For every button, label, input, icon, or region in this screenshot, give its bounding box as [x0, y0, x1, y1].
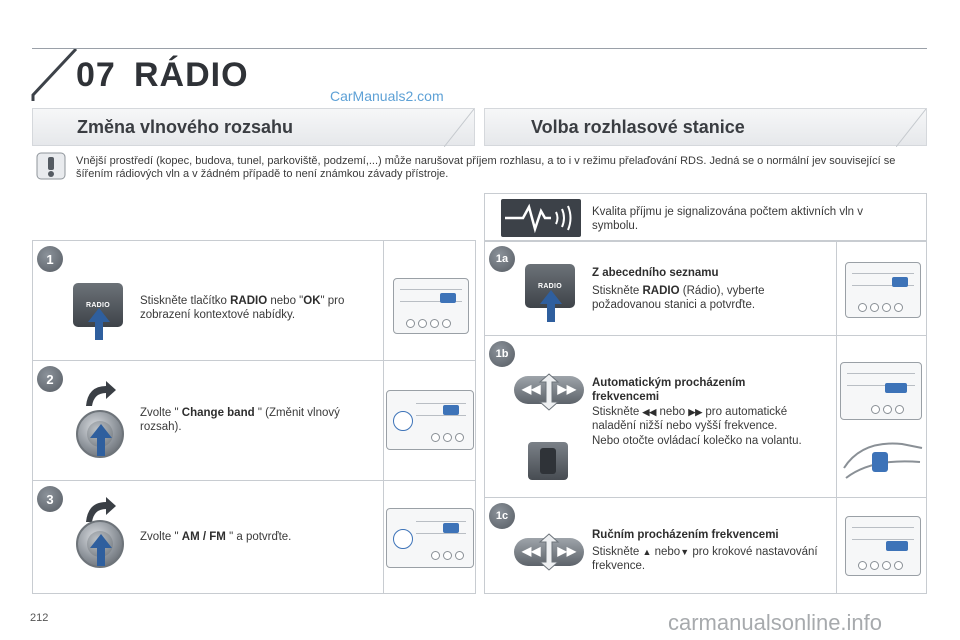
step-number-badge: 2	[37, 366, 63, 392]
press-arrow-icon	[538, 532, 560, 572]
highlight-marker	[440, 293, 456, 303]
highlight-marker	[892, 277, 908, 287]
chapter-title: RÁDIO	[134, 56, 249, 94]
step-number-badge: 1c	[489, 503, 515, 529]
header-corner-decoration	[31, 49, 81, 101]
divider	[484, 335, 927, 336]
highlight-marker	[886, 541, 908, 551]
dashboard-seek-illustration	[840, 362, 922, 420]
press-arrow-icon	[538, 288, 564, 324]
dashboard-knob-illustration	[386, 390, 474, 450]
watermark-footer: carmanualsonline.info	[668, 610, 883, 635]
steering-wheel-illustration	[842, 438, 924, 486]
step-2-text: Zvolte " Change band " (Změnit vlnový rozsah).	[140, 407, 340, 433]
highlight-marker	[443, 405, 459, 415]
right-section-header	[484, 108, 927, 146]
radio-button-icon: RADIO	[525, 264, 575, 308]
divider	[383, 240, 384, 594]
divider	[836, 241, 837, 594]
step-1a-text: Stiskněte RADIO (Rádio), vyberte požadovanou stanici a potvrďte.	[592, 285, 765, 311]
header-slant-decoration	[444, 109, 474, 147]
step-1b-text: Stiskněte ◀◀ nebo ▶▶ pro automatické naladění nižší nebo vyšší frekvence.	[592, 406, 788, 432]
step-1c-heading: Ručním procházením frekvencemi	[592, 529, 779, 541]
dashboard-radio-illustration	[393, 278, 469, 334]
step-number-badge: 1b	[489, 341, 515, 367]
page-number: 212	[30, 612, 49, 624]
step-3-text: Zvolte " AM / FM " a potvrďte.	[140, 531, 292, 543]
left-section-title: Změna vlnového rozsahu	[77, 117, 294, 137]
seek-buttons-icon: ◀◀ ▶▶	[514, 376, 584, 404]
step-number-badge: 1a	[489, 246, 515, 272]
chapter-number: 07	[76, 56, 116, 94]
steering-wheel-control-icon	[528, 442, 568, 480]
dashboard-knob-illustration	[386, 508, 474, 568]
step-1b-heading: Automatickým procházením frekvencemi	[592, 377, 746, 403]
divider	[484, 497, 927, 498]
signal-quality-text: Kvalita příjmu je signalizována počtem aktivních vln v symbolu.	[592, 206, 864, 232]
step-1a-heading: Z abecedního seznamu	[592, 267, 719, 279]
signal-quality-icon	[501, 199, 581, 237]
rotate-arrow-icon	[82, 380, 118, 410]
watermark-top: CarManuals2.com	[330, 88, 444, 104]
step-1c-text: Stiskněte ▲ nebo▼ pro krokové nastavování frekvence.	[592, 546, 818, 572]
divider	[32, 480, 476, 481]
warning-icon	[36, 152, 66, 180]
step-number-badge: 3	[37, 486, 63, 512]
highlight-marker	[885, 383, 907, 393]
step-1b-text-alt: Nebo otočte ovládací kolečko na volantu.	[592, 435, 802, 447]
right-section-title: Volba rozhlasové stanice	[531, 117, 745, 137]
radio-button-icon: RADIO	[73, 283, 123, 327]
highlight-marker	[443, 523, 459, 533]
dashboard-radio-illustration	[845, 262, 921, 318]
press-arrow-icon	[86, 306, 112, 342]
press-arrow-icon	[88, 422, 114, 458]
header-slant-decoration	[896, 109, 926, 147]
dashboard-seek-illustration	[845, 516, 921, 576]
left-section-header	[32, 108, 475, 146]
step-1-text: Stiskněte tlačítko RADIO nebo "OK" pro zobrazení kontextové nabídky.	[140, 295, 345, 321]
step-number-badge: 1	[37, 246, 63, 272]
press-arrow-icon	[88, 532, 114, 568]
press-arrow-icon	[538, 372, 560, 412]
divider	[32, 360, 476, 361]
seek-buttons-icon: ◀◀ ▶▶	[514, 538, 584, 566]
warning-text: Vnější prostředí (kopec, budova, tunel, parkoviště, podzemí,...) může narušovat příjem rozhlasu, a to i v režimu přelaďování RDS. Jedná se o normální jev související se šířením rádiových vln a v žádném případě to není známkou závady přístroje.	[76, 155, 896, 180]
